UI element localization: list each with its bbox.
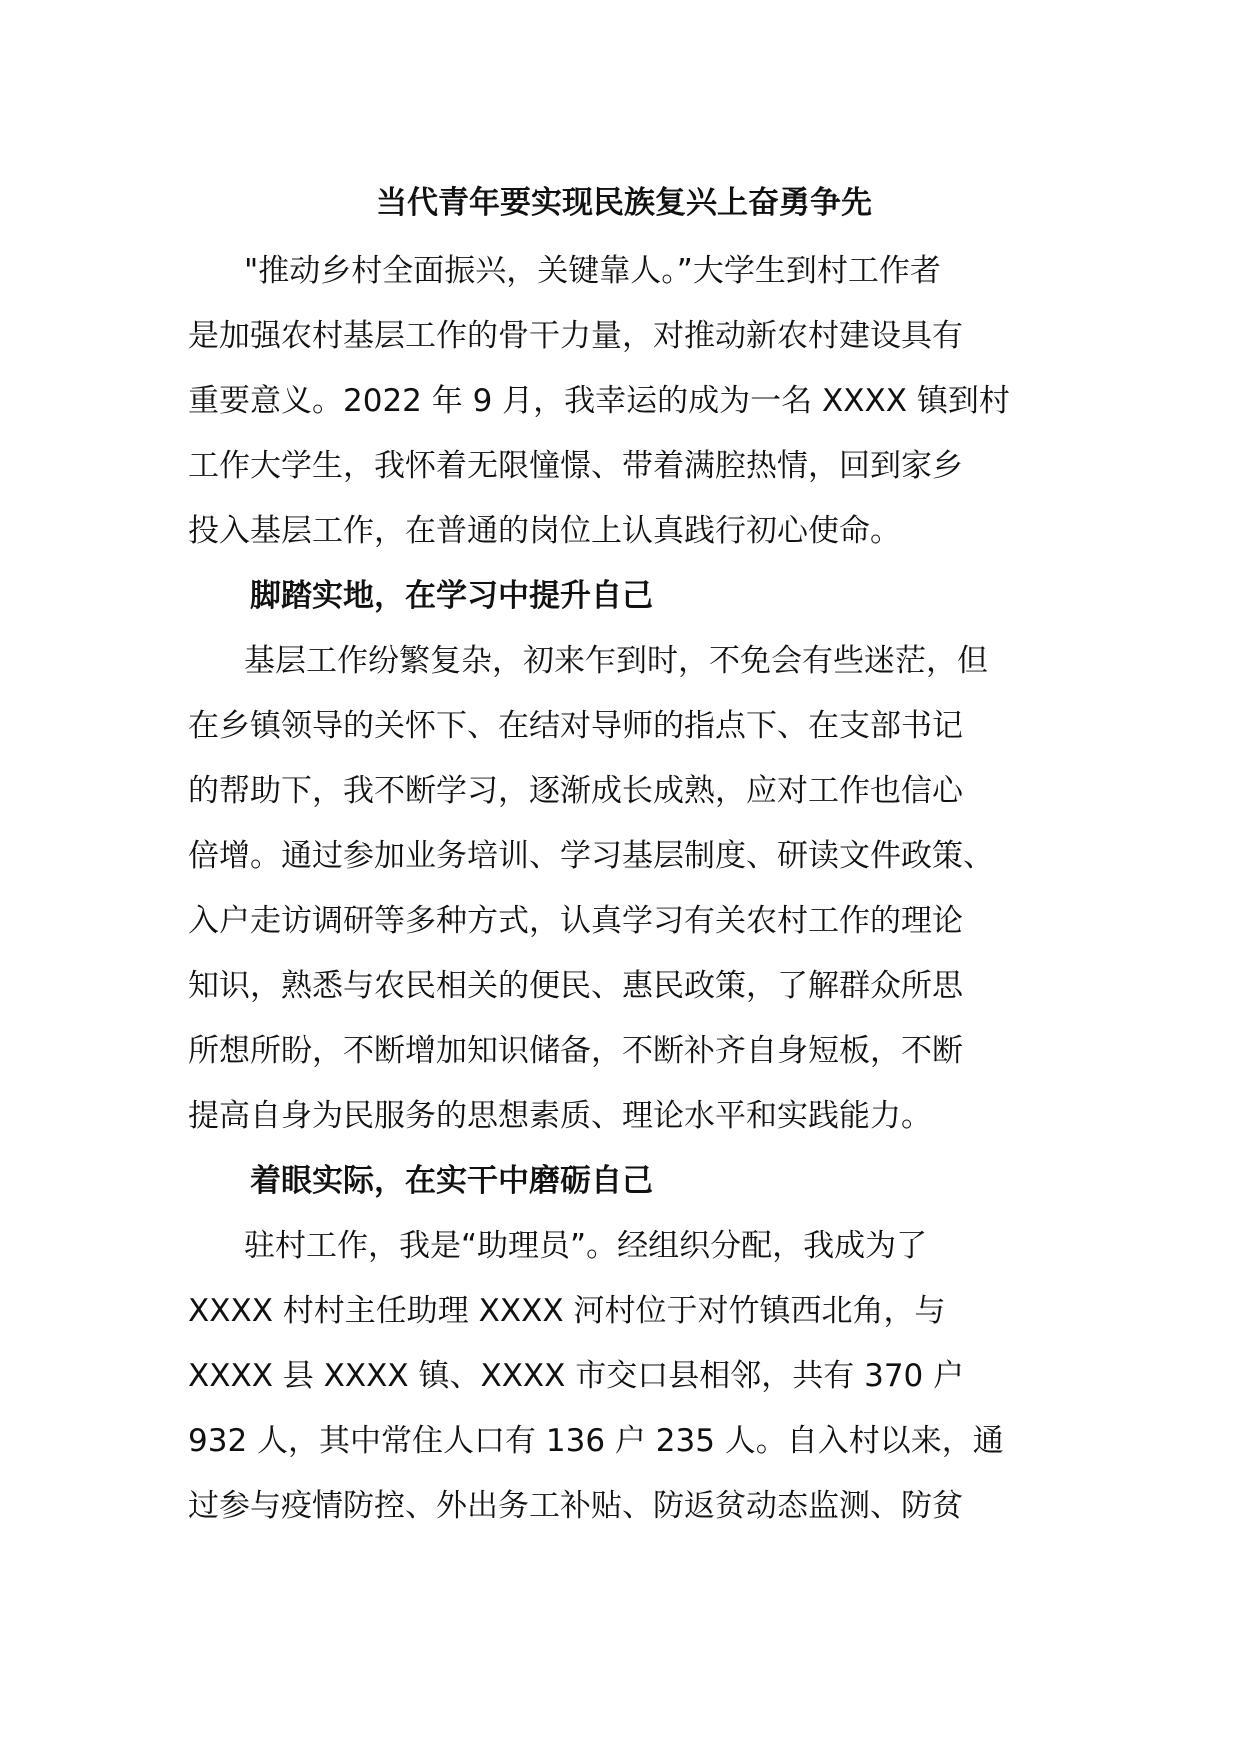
text-line: 在乡镇领导的关怀下、在结对导师的指点下、在支部书记: [188, 708, 963, 744]
paragraph-practice: [188, 1214, 1060, 1539]
text-line: 入户走访调研等多种方式，认真学习有关农村工作的理论: [188, 903, 963, 939]
paragraph-study: [188, 629, 1060, 1149]
text-line: 重要意义。2022 年 9 月，我幸运的成为一名 XXXX 镇到村: [188, 383, 1010, 419]
text-line: 的帮助下，我不断学习，逐渐成长成熟，应对工作也信心: [188, 773, 963, 809]
text-line: XXXX 村村主任助理 XXXX 河村位于对竹镇西北角，与: [188, 1293, 946, 1329]
paragraph-intro: [188, 239, 1060, 564]
text-line: 倍增。通过参加业务培训、学习基层制度、研读文件政策、: [188, 838, 994, 874]
section-heading-practice: 着眼实际，在实干中磨砺自己: [250, 1163, 653, 1199]
text-line: 基层工作纷繁复杂，初来乍到时，不免会有些迷茫，但: [244, 643, 988, 679]
text-line: 提高自身为民服务的思想素质、理论水平和实践能力。: [188, 1098, 932, 1134]
text-line: 所想所盼，不断增加知识储备，不断补齐自身短板，不断: [188, 1033, 963, 1069]
text-line: 是加强农村基层工作的骨干力量，对推动新农村建设具有: [188, 318, 963, 354]
text-line: XXXX 县 XXXX 镇、XXXX 市交口县相邻，共有 370 户: [188, 1358, 965, 1394]
text-line: 驻村工作，我是“助理员”。经组织分配，我成为了: [244, 1228, 928, 1264]
text-line: "推动乡村全面振兴，关键靠人。”大学生到村工作者: [244, 253, 941, 289]
text-line: 投入基层工作，在普通的岗位上认真践行初心使命。: [188, 513, 901, 549]
text-line: 工作大学生，我怀着无限憧憬、带着满腔热情，回到家乡: [188, 448, 963, 484]
document-title: 当代青年要实现民族复兴上奋勇争先: [376, 185, 872, 221]
text-line: 过参与疫情防控、外出务工补贴、防返贫动态监测、防贫: [188, 1488, 963, 1524]
section-heading-study: 脚踏实地，在学习中提升自己: [250, 578, 653, 614]
text-line: 知识，熟悉与农民相关的便民、惠民政策，了解群众所思: [188, 968, 963, 1004]
text-line: 932 人，其中常住人口有 136 户 235 人。自入村以来，通: [188, 1423, 1004, 1459]
document-body: [188, 178, 1060, 1539]
